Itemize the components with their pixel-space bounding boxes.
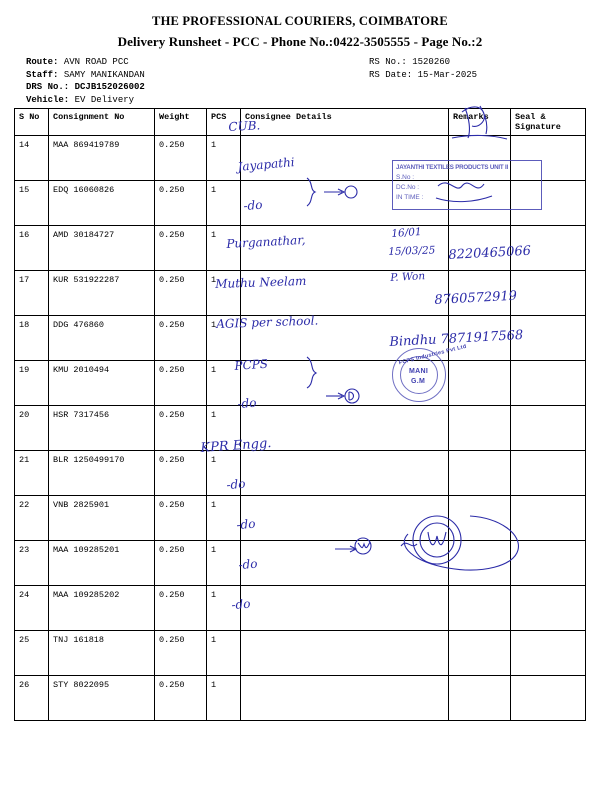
cell-consignment: MAA 109285202 bbox=[49, 586, 155, 631]
cell-seal bbox=[511, 181, 586, 226]
rs-no-label: RS No.: bbox=[369, 57, 407, 67]
cell-consignment: STY 8022095 bbox=[49, 676, 155, 721]
cell-weight: 0.250 bbox=[155, 451, 207, 496]
rs-date-value: 15-Mar-2025 bbox=[417, 69, 478, 80]
cell-consignment: AMD 30184727 bbox=[49, 226, 155, 271]
handwritten-seal-note: Bindhu 7871917568 bbox=[389, 327, 524, 350]
cell-weight: 0.250 bbox=[155, 361, 207, 406]
handwritten-consignee-note: -do bbox=[231, 596, 251, 612]
drs-line bbox=[26, 81, 145, 94]
table-row bbox=[15, 271, 586, 316]
stamp-line-3: DC.No : bbox=[396, 184, 420, 191]
stamp-role-text: G.M bbox=[411, 378, 426, 385]
cell-pcs: 1 bbox=[207, 676, 241, 721]
cell-remarks bbox=[449, 361, 511, 406]
cell-pcs: 1 bbox=[207, 136, 241, 181]
cell-remarks bbox=[449, 226, 511, 271]
cell-consignment: VNB 2825901 bbox=[49, 496, 155, 541]
col-pcs: PCS bbox=[207, 109, 241, 136]
cell-sno: 24 bbox=[15, 586, 49, 631]
cell-consignee bbox=[241, 136, 449, 181]
cell-pcs: 1 bbox=[207, 181, 241, 226]
cell-consignment: DDG 476860 bbox=[49, 316, 155, 361]
route-value: AVN ROAD PCC bbox=[63, 57, 129, 67]
handwritten-seal-note: 8220465066 bbox=[448, 243, 532, 263]
handwritten-seal-note: 8760572919 bbox=[434, 288, 518, 308]
cell-weight: 0.250 bbox=[155, 136, 207, 181]
cell-pcs: 1 bbox=[207, 406, 241, 451]
cell-remarks bbox=[449, 496, 511, 541]
cell-weight: 0.250 bbox=[155, 676, 207, 721]
cell-remarks bbox=[449, 406, 511, 451]
cell-sno: 16 bbox=[15, 226, 49, 271]
cell-seal bbox=[511, 271, 586, 316]
handwritten-consignee-note: KPR Engg. bbox=[200, 436, 272, 456]
cell-consignee bbox=[241, 496, 449, 541]
cell-consignee bbox=[241, 361, 449, 406]
cell-consignee bbox=[241, 181, 449, 226]
handwritten-consignee-note: CUB. bbox=[228, 118, 261, 134]
cell-sno: 21 bbox=[15, 451, 49, 496]
cell-consignee bbox=[241, 406, 449, 451]
handwritten-consignee-note: -do bbox=[243, 197, 263, 213]
cell-consignee bbox=[241, 586, 449, 631]
table-row bbox=[15, 136, 586, 181]
cell-consignment: MAA 109285201 bbox=[49, 541, 155, 586]
drs-label: DRS No.: bbox=[26, 82, 70, 92]
header-meta bbox=[14, 56, 586, 108]
stamp-name-text: MANI bbox=[409, 368, 429, 375]
cell-consignee bbox=[241, 676, 449, 721]
vehicle-value: EV Delivery bbox=[74, 94, 135, 105]
cell-consignee bbox=[241, 226, 449, 271]
col-weight: Weight bbox=[155, 109, 207, 136]
handwritten-consignee-note: Jayapathi bbox=[237, 155, 296, 174]
cell-seal bbox=[511, 496, 586, 541]
cell-sno: 20 bbox=[15, 406, 49, 451]
table-row bbox=[15, 586, 586, 631]
cell-remarks bbox=[449, 271, 511, 316]
staff-value: SAMY MANIKANDAN bbox=[63, 69, 145, 80]
cell-consignee bbox=[241, 451, 449, 496]
cell-sno: 23 bbox=[15, 541, 49, 586]
cell-seal bbox=[511, 406, 586, 451]
cell-pcs: 1 bbox=[207, 541, 241, 586]
header-meta-left bbox=[26, 56, 145, 106]
rs-date-line bbox=[369, 69, 477, 82]
stamp-company-text: FCPS Industries Pvt Ltd bbox=[398, 343, 468, 367]
cell-weight: 0.250 bbox=[155, 541, 207, 586]
cell-seal bbox=[511, 451, 586, 496]
handwritten-consignee-note: Purganathar, bbox=[226, 232, 306, 251]
header-meta-right bbox=[369, 56, 477, 81]
table-row bbox=[15, 541, 586, 586]
staff-label: Staff: bbox=[26, 69, 59, 80]
cell-seal bbox=[511, 226, 586, 271]
cell-sno: 22 bbox=[15, 496, 49, 541]
cell-weight: 0.250 bbox=[155, 181, 207, 226]
table-row bbox=[15, 316, 586, 361]
cell-pcs: 1 bbox=[207, 361, 241, 406]
vehicle-line bbox=[26, 94, 145, 107]
cell-seal bbox=[511, 631, 586, 676]
stamp-line-4: IN TIME : bbox=[396, 194, 424, 201]
route-label: Route: bbox=[26, 57, 59, 67]
cell-consignee bbox=[241, 541, 449, 586]
handwritten-seal-note: 15/03/25 bbox=[388, 244, 436, 258]
table-header-row bbox=[15, 109, 586, 136]
table-row bbox=[15, 181, 586, 226]
runsheet-table bbox=[14, 108, 586, 721]
table-row bbox=[15, 496, 586, 541]
cell-sno: 19 bbox=[15, 361, 49, 406]
handwritten-consignee-note: -do bbox=[236, 516, 256, 532]
handwritten-consignee-note: -do bbox=[226, 476, 246, 492]
table-body bbox=[15, 136, 586, 721]
cell-weight: 0.250 bbox=[155, 586, 207, 631]
cell-pcs: 1 bbox=[207, 316, 241, 361]
cell-pcs: 1 bbox=[207, 631, 241, 676]
table-row bbox=[15, 451, 586, 496]
cell-remarks bbox=[449, 316, 511, 361]
col-remarks: Remarks bbox=[449, 109, 511, 136]
col-consignment: Consignment No bbox=[49, 109, 155, 136]
stamp-line-1: JAYANTHI TEXTILES PRODUCTS UNIT II bbox=[396, 164, 509, 171]
staff-line bbox=[26, 69, 145, 82]
cell-remarks bbox=[449, 541, 511, 586]
route-line bbox=[26, 56, 145, 69]
cell-sno: 26 bbox=[15, 676, 49, 721]
col-sno: S No bbox=[15, 109, 49, 136]
cell-weight: 0.250 bbox=[155, 631, 207, 676]
stamp-line-2: S.No : bbox=[396, 174, 415, 181]
handwritten-consignee-note: PCPS bbox=[234, 356, 269, 373]
cell-pcs: 1 bbox=[207, 496, 241, 541]
rs-no-value: 1520260 bbox=[412, 57, 451, 67]
cell-consignment: HSR 7317456 bbox=[49, 406, 155, 451]
cell-weight: 0.250 bbox=[155, 496, 207, 541]
cell-sno: 25 bbox=[15, 631, 49, 676]
cell-remarks bbox=[449, 676, 511, 721]
handwritten-consignee-note: AGIS per school. bbox=[216, 313, 319, 331]
cell-consignment: EDQ 16060826 bbox=[49, 181, 155, 226]
cell-sno: 18 bbox=[15, 316, 49, 361]
cell-remarks bbox=[449, 136, 511, 181]
cell-consignee bbox=[241, 631, 449, 676]
cell-sno: 14 bbox=[15, 136, 49, 181]
cell-weight: 0.250 bbox=[155, 316, 207, 361]
cell-pcs: 1 bbox=[207, 451, 241, 496]
cell-seal bbox=[511, 586, 586, 631]
col-seal: Seal & Signature bbox=[511, 109, 586, 136]
cell-consignee bbox=[241, 316, 449, 361]
handwritten-seal-note: 16/01 bbox=[391, 225, 423, 240]
rs-date-label: RS Date: bbox=[369, 69, 413, 80]
cell-pcs: 1 bbox=[207, 271, 241, 316]
cell-consignee bbox=[241, 271, 449, 316]
cell-seal bbox=[511, 541, 586, 586]
vehicle-label: Vehicle: bbox=[26, 94, 70, 105]
cell-seal bbox=[511, 361, 586, 406]
cell-seal bbox=[511, 676, 586, 721]
company-title: THE PROFESSIONAL COURIERS, COIMBATORE bbox=[152, 14, 448, 28]
cell-seal bbox=[511, 136, 586, 181]
table-row bbox=[15, 631, 586, 676]
table-row bbox=[15, 676, 586, 721]
rs-no-line bbox=[369, 56, 477, 69]
handwritten-consignee-note: -do bbox=[238, 556, 258, 572]
cell-consignment: KMU 2010494 bbox=[49, 361, 155, 406]
cell-remarks bbox=[449, 181, 511, 226]
handwritten-consignee-note: Muthu Neelam bbox=[215, 273, 307, 291]
cell-remarks bbox=[449, 586, 511, 631]
cell-remarks bbox=[449, 631, 511, 676]
cell-consignment: KUR 531922287 bbox=[49, 271, 155, 316]
page-subtitle: Delivery Runsheet - PCC - Phone No.:0422-3505555 - Page No.:2 bbox=[117, 34, 483, 49]
drs-value: DCJB152026002 bbox=[74, 82, 145, 92]
handwritten-consignee-note: -do bbox=[237, 395, 257, 411]
cell-consignment: BLR 1250499170 bbox=[49, 451, 155, 496]
cell-weight: 0.250 bbox=[155, 271, 207, 316]
cell-sno: 17 bbox=[15, 271, 49, 316]
table-row bbox=[15, 406, 586, 451]
cell-seal bbox=[511, 316, 586, 361]
table-row bbox=[15, 361, 586, 406]
cell-consignment: TNJ 161818 bbox=[49, 631, 155, 676]
cell-consignment: MAA 869419789 bbox=[49, 136, 155, 181]
cell-weight: 0.250 bbox=[155, 226, 207, 271]
cell-pcs: 1 bbox=[207, 226, 241, 271]
table-row bbox=[15, 226, 586, 271]
cell-sno: 15 bbox=[15, 181, 49, 226]
cell-pcs: 1 bbox=[207, 586, 241, 631]
cell-remarks bbox=[449, 451, 511, 496]
col-consignee: Consignee Details bbox=[241, 109, 449, 136]
cell-weight: 0.250 bbox=[155, 406, 207, 451]
handwritten-seal-note: P. Won bbox=[390, 270, 426, 284]
